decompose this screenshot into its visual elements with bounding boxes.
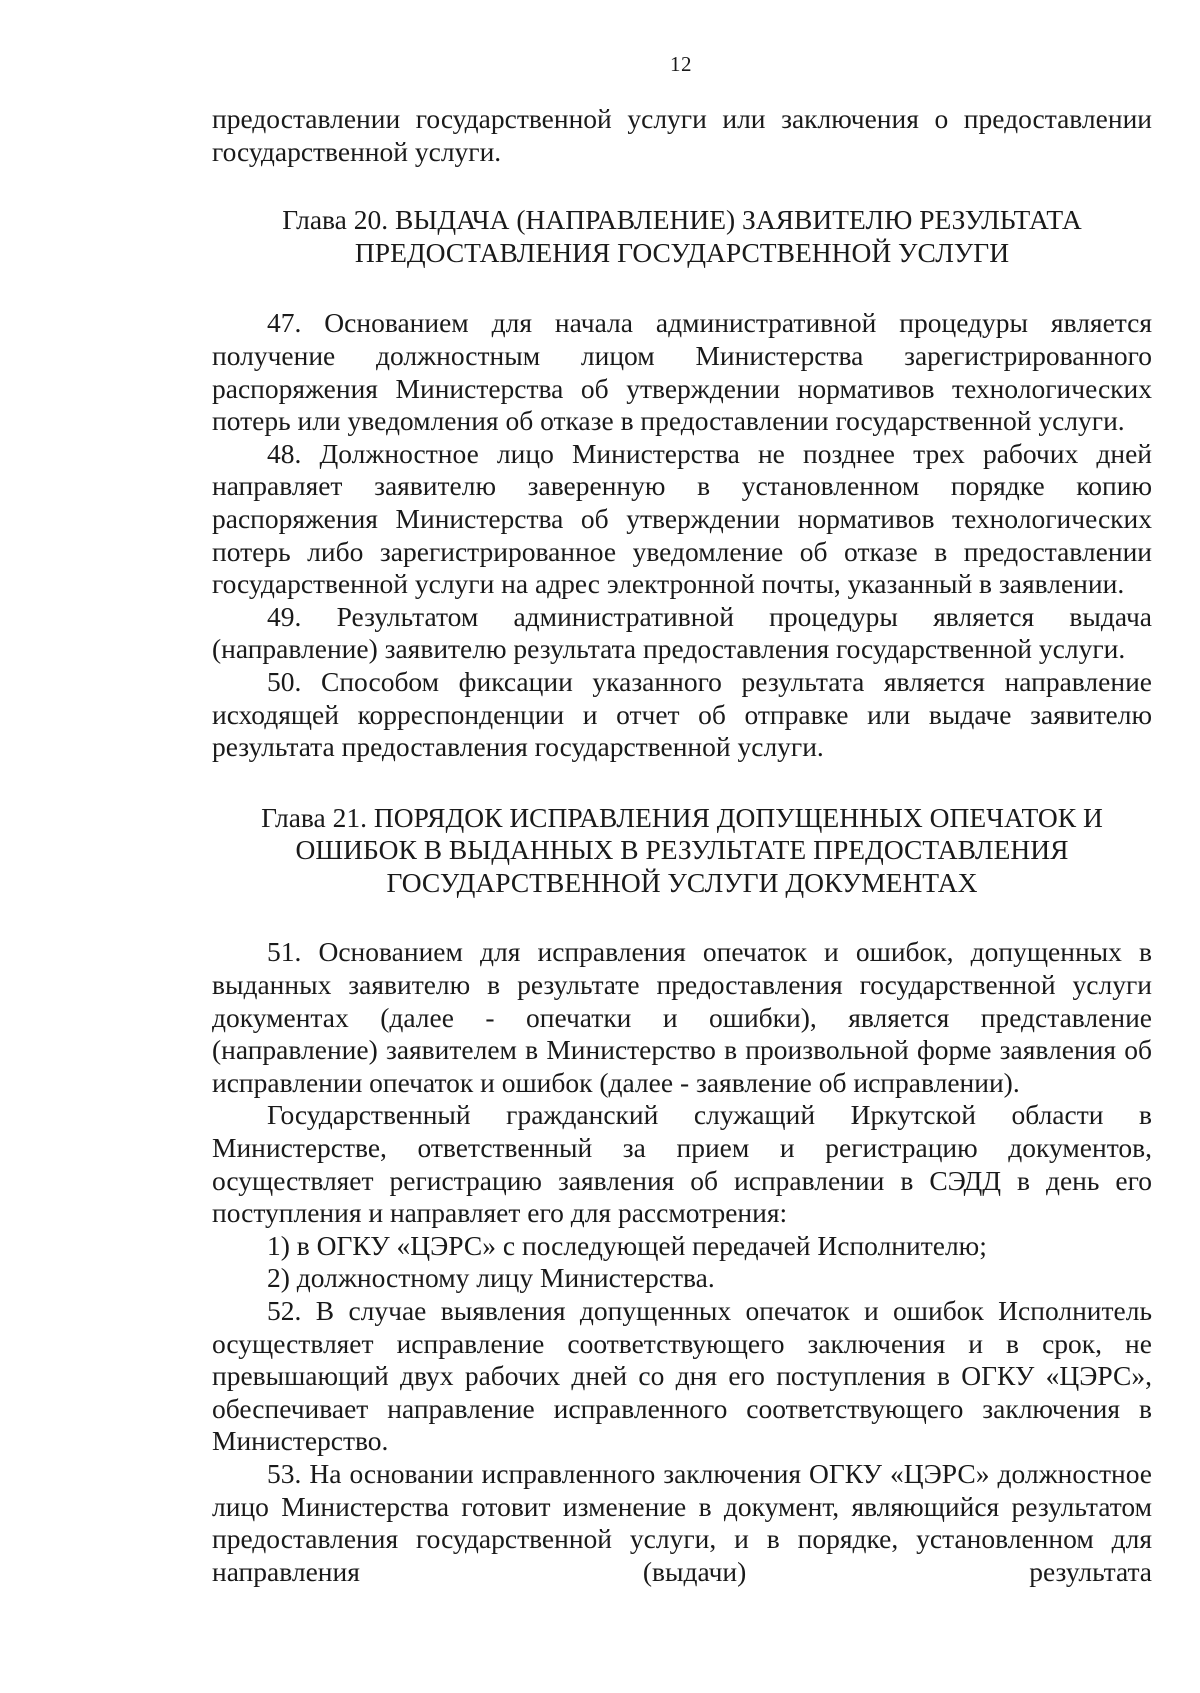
paragraph-50: 50. Способом фиксации указанного результата является направление исходящей корреспонденции и отчет об отправке или выдаче заявителю результата предоставления государственной услуги.	[212, 665, 1152, 763]
chapter-20-heading-line-1: Глава 20. ВЫДАЧА (НАПРАВЛЕНИЕ) ЗАЯВИТЕЛЮ РЕЗУЛЬТАТА	[282, 204, 1082, 236]
chapter-21-heading	[212, 802, 1152, 900]
paragraph-52: 52. В случае выявления допущенных опечаток и ошибок Исполнитель осуществляет исправление соответствующего заключения и в срок, не превышающий двух рабочих дней со дня его поступления в ОГКУ «ЦЭРС», обеспечивает направление исправленного соответствующего заключения в Министерство.	[212, 1295, 1152, 1457]
intro-paragraph: предоставлении государственной услуги или заключения о предоставлении государственной услуги.	[212, 103, 1152, 167]
chapter-20-heading	[212, 204, 1152, 269]
paragraph-51-registration: Государственный гражданский служащий Иркутской области в Министерстве, ответственный за прием и регистрацию документов, осуществляет регистрацию заявления об исправлении в СЭДД в день его поступления и направляет его для рассмотрения:	[212, 1099, 1152, 1229]
chapter-20-heading-line-2: ПРЕДОСТАВЛЕНИЯ ГОСУДАРСТВЕННОЙ УСЛУГИ	[354, 236, 1010, 268]
paragraph-48: 48. Должностное лицо Министерства не позднее трех рабочих дней направляет заявителю заверенную в установленном порядке копию распоряжения Министерства об утверждении нормативов технологических потерь либо зарегистрированное уведомление об отказе в предоставлении государственной услуги на адрес электронной почты, указанный в заявлении.	[212, 437, 1152, 600]
chapter-21-heading-line-1: Глава 21. ПОРЯДОК ИСПРАВЛЕНИЯ ДОПУЩЕННЫХ ОПЕЧАТОК И	[261, 801, 1103, 833]
paragraph-51: 51. Основанием для исправления опечаток и ошибок, допущенных в выданных заявителю в результате предоставления государственной услуги документах (далее - опечатки и ошибки), является представление (направление) заявителем в Министерство в произвольной форме заявления об исправлении опечаток и ошибок (далее - заявление об исправлении).	[212, 936, 1152, 1098]
paragraph-53: 53. На основании исправленного заключения ОГКУ «ЦЭРС» должностное лицо Министерства готовит изменение в документ, являющийся результатом предоставления государственной услуги, и в порядке, установленном для направления (выдачи) результата	[212, 1457, 1152, 1587]
list-item-1: 1) в ОГКУ «ЦЭРС» с последующей передачей Исполнителю;	[267, 1229, 987, 1261]
page-content	[212, 103, 1152, 1588]
paragraph-47: 47. Основанием для начала административной процедуры является получение должностным лицом Министерства зарегистрированного распоряжения Министерства об утверждении нормативов технологических потерь или уведомления об отказе в предоставлении государственной услуги.	[212, 307, 1152, 437]
chapter-21-heading-line-3: ГОСУДАРСТВЕННОЙ УСЛУГИ ДОКУМЕНТАХ	[386, 866, 978, 898]
list-item-2: 2) должностному лицу Министерства.	[267, 1262, 715, 1294]
page-number: 12	[670, 52, 692, 76]
paragraph-49: 49. Результатом административной процедуры является выдача (направление) заявителю результата предоставления государственной услуги.	[212, 600, 1152, 665]
chapter-21-heading-line-2: ОШИБОК В ВЫДАННЫХ В РЕЗУЛЬТАТЕ ПРЕДОСТАВЛЕНИЯ	[295, 834, 1069, 866]
